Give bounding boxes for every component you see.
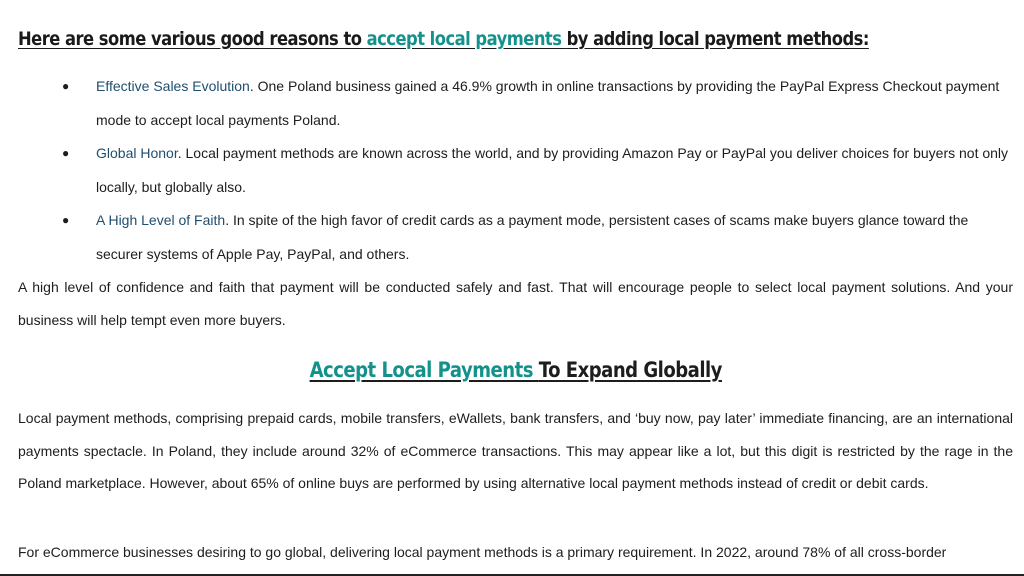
bullet-term: Effective Sales Evolution <box>96 78 250 94</box>
bullet-icon: ● <box>62 146 70 160</box>
heading-suffix: by adding local payment methods: <box>566 28 869 50</box>
bullet-text: . One Poland business gained a 46.9% growth in online transactions by providing the PayPal Express Checkout payment mode to accept local payments Poland. <box>96 78 1000 128</box>
bullet-text: . Local payment methods are known across the world, and by providing Amazon Pay or PayPal you deliver choices for buyers not only locally, but globally also. <box>96 145 1009 195</box>
section-heading-text <box>309 358 721 382</box>
bullet-text: . In spite of the high favor of credit cards as a payment mode, persistent cases of scams make buyers glance toward the securer systems of Apple Pay, PayPal, and others. <box>96 212 969 262</box>
confidence-paragraph: A high level of confidence and faith that payment will be conducted safely and fast. That will encourage people to select local payment solutions. And your business will help tempt even more buyers. <box>18 279 1013 328</box>
list-item <box>18 204 1013 271</box>
accept-local-payments-link[interactable]: accept local payments <box>366 28 567 50</box>
bullet-term: A High Level of Faith <box>96 212 226 228</box>
intro-heading <box>18 28 869 50</box>
local-methods-paragraph: Local payment methods, comprising prepaid cards, mobile transfers, eWallets, bank transfers, and ‘buy now, pay later’ immediate financing, are an international payments spectacle. In Poland, they include around 32% of eCommerce transactions. This may appear like a lot, but this digit is restricted by the rage in the Poland marketplace. However, about 65% of online buys are performed by using alternative local payment methods instead of credit or debit cards. <box>18 410 1013 491</box>
list-item <box>18 137 1013 204</box>
bullet-icon: ● <box>62 79 70 93</box>
bullet-term: Global Honor <box>96 145 178 161</box>
heading-prefix: Here are some various good reasons to <box>18 28 367 50</box>
section-heading <box>18 358 1013 382</box>
bullet-icon: ● <box>62 213 70 227</box>
list-item <box>18 70 1013 137</box>
reasons-list <box>18 70 1013 271</box>
section-heading-rest: To Expand Globally <box>538 358 722 382</box>
accept-local-payments-section-link[interactable]: Accept Local Payments <box>309 358 539 382</box>
ecommerce-paragraph: For eCommerce businesses desiring to go global, delivering local payment methods is a primary requirement. In 2022, around 78% of all cross-border <box>18 544 947 560</box>
